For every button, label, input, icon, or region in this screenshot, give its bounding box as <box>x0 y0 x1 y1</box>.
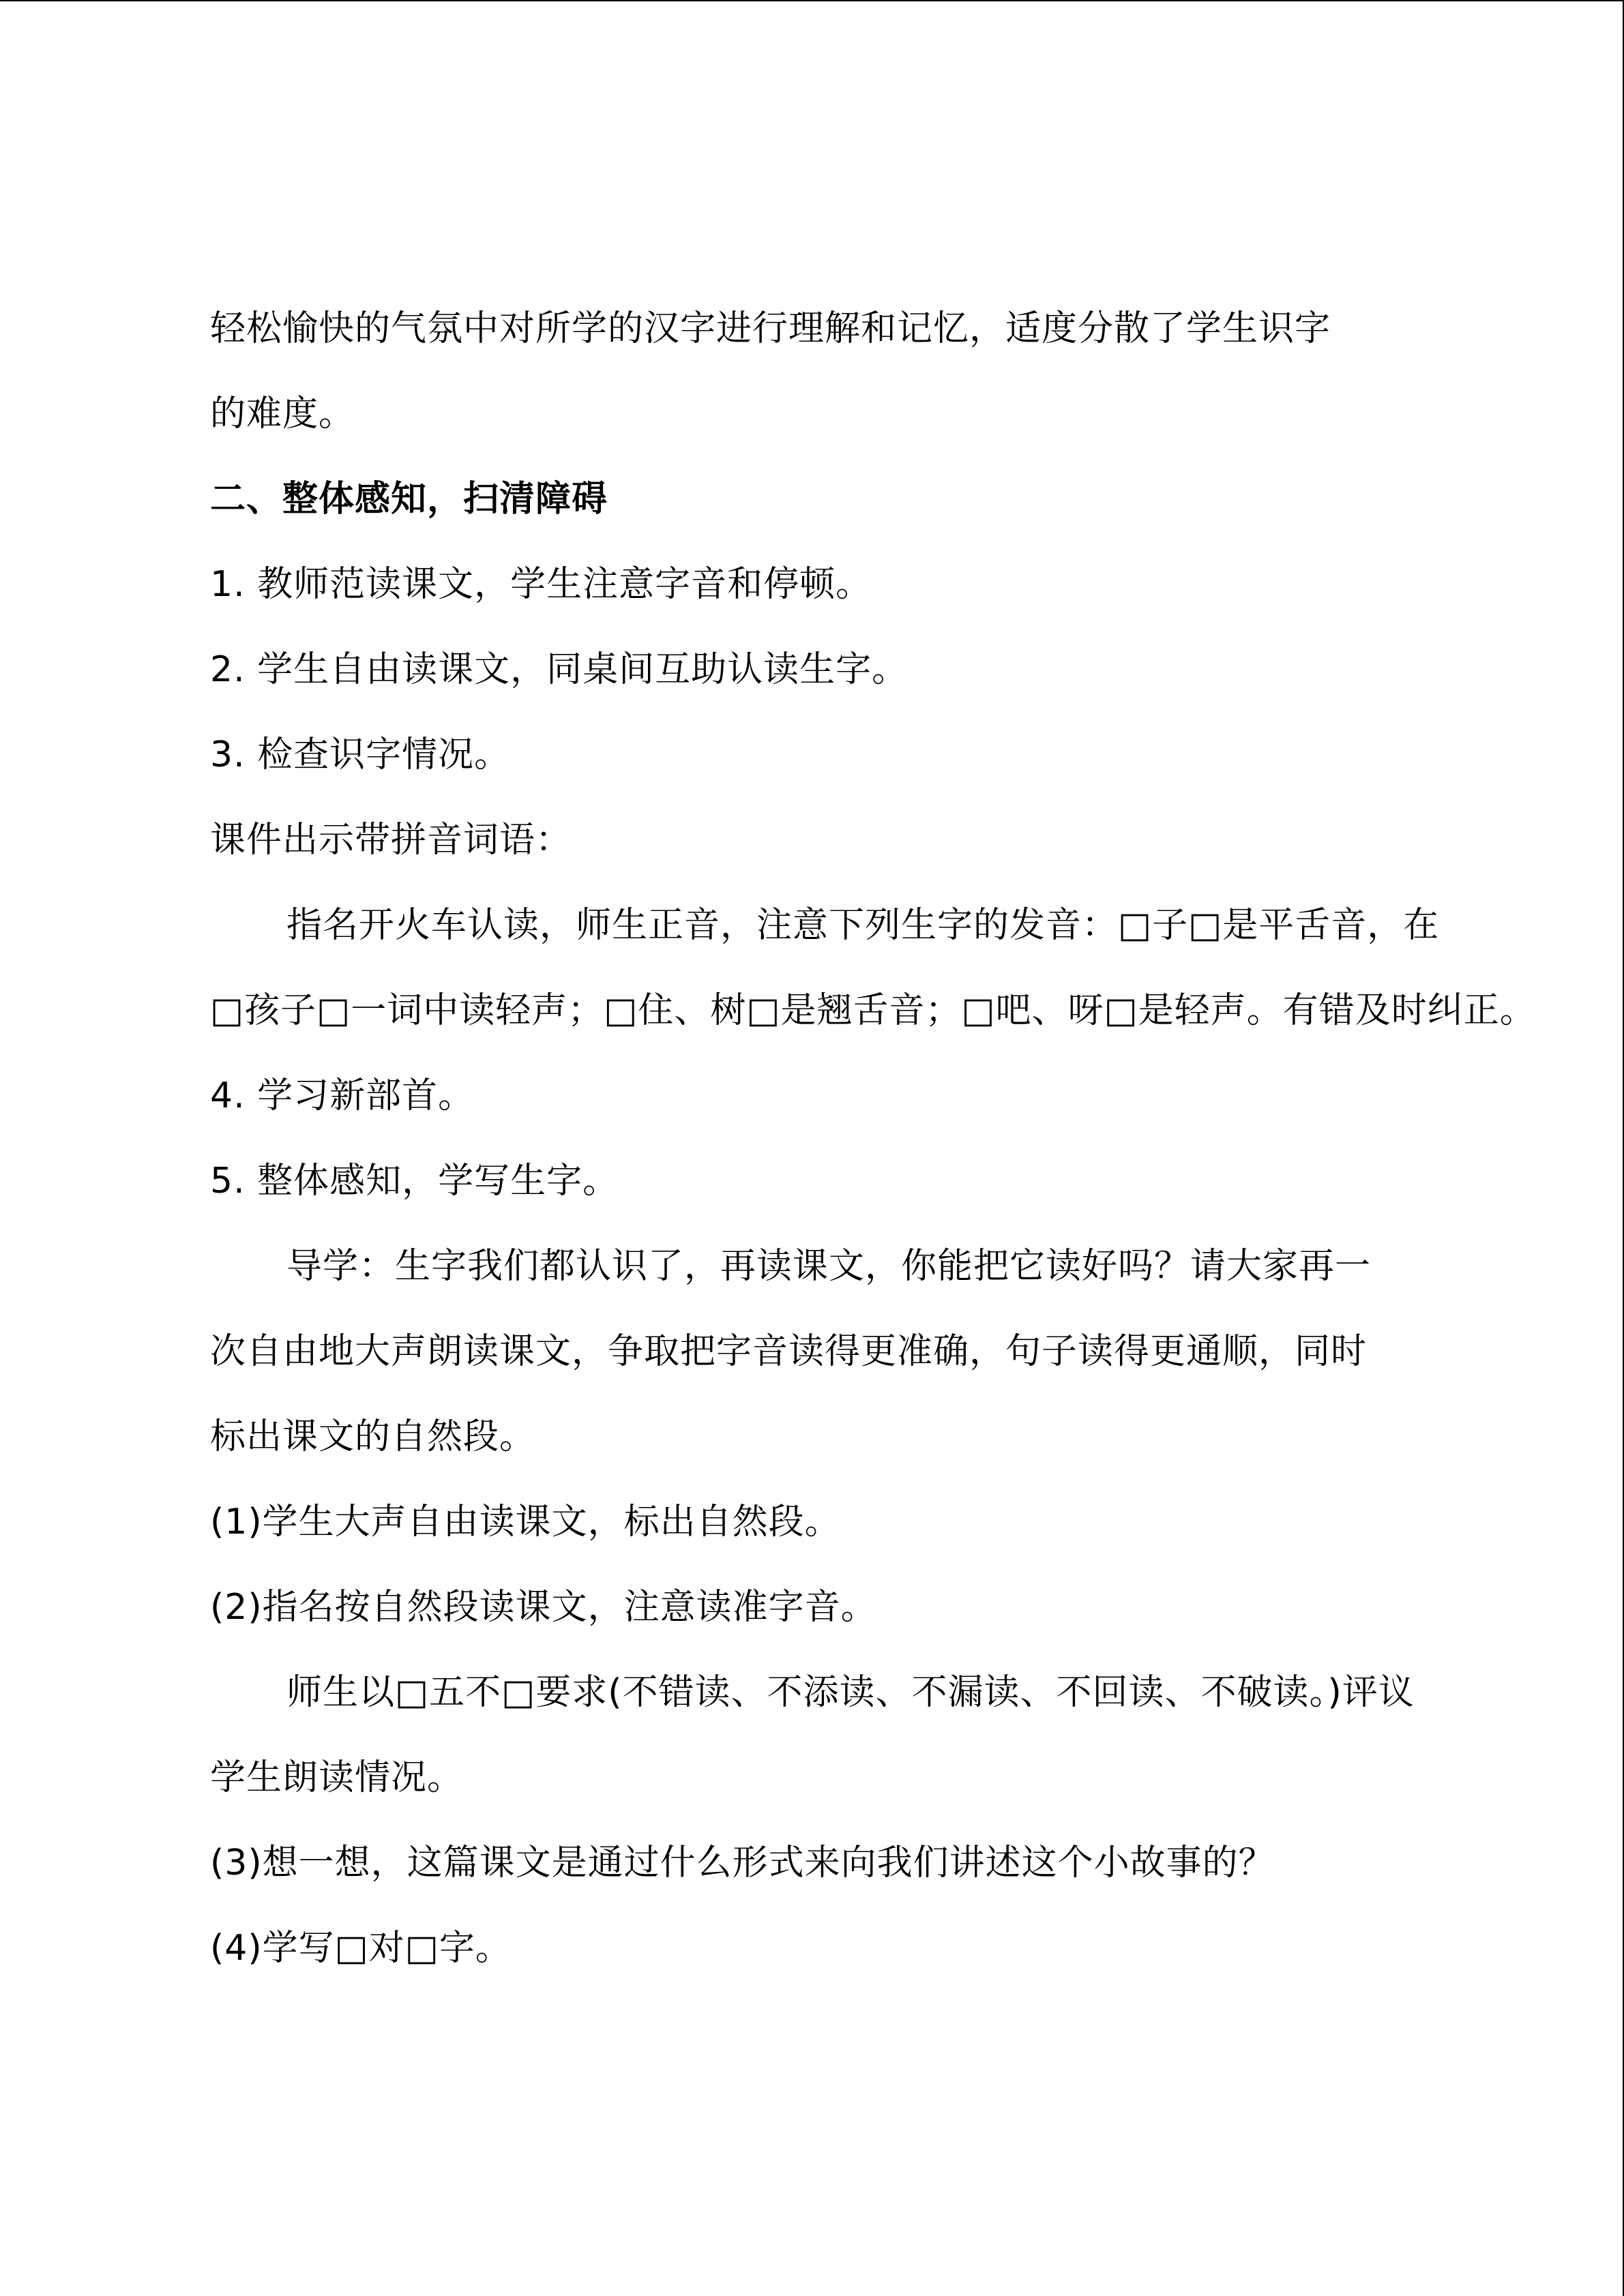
list-item: 1. 教师范读课文，学生注意字音和停顿。 <box>210 564 872 605</box>
paragraph-line: 指名开火车认读，师生正音，注意下列生字的发音：□子□是平舌音，在 <box>286 905 1440 946</box>
list-item: 5. 整体感知，学写生字。 <box>210 1161 619 1202</box>
page-border-top <box>0 0 1624 1</box>
document-body <box>210 286 1536 1991</box>
paragraph-line: 的难度。 <box>210 393 355 434</box>
list-item: (1)学生大声自由读课文，标出自然段。 <box>210 1502 841 1542</box>
list-item: (4)学写□对□字。 <box>210 1928 512 1969</box>
paragraph-line: 标出课文的自然段。 <box>210 1416 536 1457</box>
paragraph-line: 轻松愉快的气氛中对所学的汉字进行理解和记忆，适度分散了学生识字 <box>210 308 1331 349</box>
section-heading: 二、整体感知，扫清障碍 <box>210 479 608 520</box>
list-item: (3)想一想，这篇课文是通过什么形式来向我们讲述这个小故事的？ <box>210 1843 1275 1883</box>
paragraph-line: 课件出示带拼音词语： <box>210 820 572 861</box>
list-item: 4. 学习新部首。 <box>210 1075 475 1116</box>
list-item: 3. 检查识字情况。 <box>210 734 511 775</box>
paragraph-line: □孩子□一词中读轻声；□住、树□是翘舌音；□吧、呀□是轻声。有错及时纠正。 <box>210 990 1536 1031</box>
paragraph-line: 学生朗读情况。 <box>210 1757 464 1798</box>
paragraph-line: 导学：生字我们都认识了，再读课文，你能把它读好吗？请大家再一 <box>286 1246 1372 1287</box>
paragraph-line: 次自由地大声朗读课文，争取把字音读得更准确，句子读得更通顺，同时 <box>210 1331 1368 1372</box>
paragraph-line: 师生以□五不□要求(不错读、不添读、不漏读、不回读、不破读。)评议 <box>286 1672 1415 1713</box>
list-item: 2. 学生自由读课文，同桌间互助认读生字。 <box>210 649 909 690</box>
list-item: (2)指名按自然段读课文，注意读准字音。 <box>210 1587 877 1628</box>
